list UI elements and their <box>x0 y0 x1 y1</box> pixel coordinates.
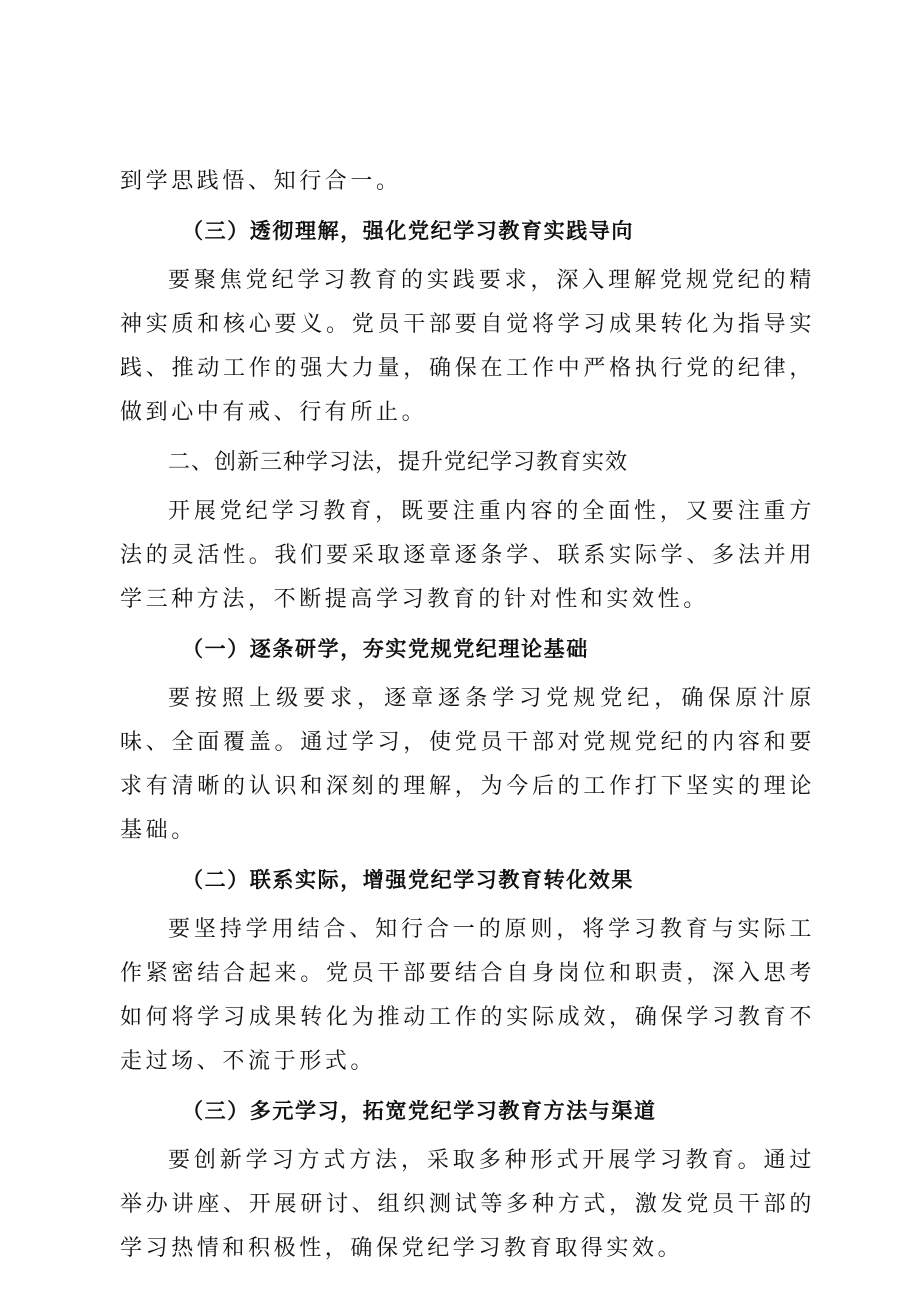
paragraph-2-1: 要按照上级要求，逐章逐条学习党规党纪，确保原汁原味、全面覆盖。通过学习，使党员干部对党规党纪的内容和要求有清晰的认识和深刻的理解，为今后的工作打下坚实的理论基础。 <box>120 686 815 843</box>
subheading-1-3: （三）透彻理解，强化党纪学习教育实践导向 <box>182 219 634 243</box>
subheading-2-3: （三）多元学习，拓宽党纪学习教育方法与渠道 <box>182 1099 657 1123</box>
continuation-text: 到学思践悟、知行合一。 <box>120 169 402 194</box>
section-heading-2: 二、创新三种学习法，提升党纪学习教育实效 <box>168 450 629 475</box>
paragraph-1-3: 要聚焦党纪学习教育的实践要求，深入理解党规党纪的精神实质和核心要义。党员干部要自觉将学习成果转化为指导实践、推动工作的强大力量，确保在工作中严格执行党的纪律，做到心中有戒、行有所止。 <box>120 268 815 425</box>
paragraph-2-3: 要创新学习方式方法，采取多种形式开展学习教育。通过举办讲座、开展研讨、组织测试等多种方式，激发党员干部的学习热情和积极性，确保党纪学习教育取得实效。 <box>120 1148 815 1261</box>
subheading-2-1: （一）逐条研学，夯实党规党纪理论基础 <box>182 637 589 661</box>
subheading-2-2: （二）联系实际，增强党纪学习教育转化效果 <box>182 868 634 892</box>
paragraph-2-2: 要坚持学用结合、知行合一的原则，将学习教育与实际工作紧密结合起来。党员干部要结合自身岗位和职责，深入思考如何将学习成果转化为推动工作的实际成效，确保学习教育不走过场、不流于形式。 <box>120 917 815 1074</box>
paragraph-2-intro: 开展党纪学习教育，既要注重内容的全面性，又要注重方法的灵活性。我们要采取逐章逐条学、联系实际学、多法并用学三种方法，不断提高学习教育的针对性和实效性。 <box>120 499 815 612</box>
document-page <box>120 160 815 1271</box>
